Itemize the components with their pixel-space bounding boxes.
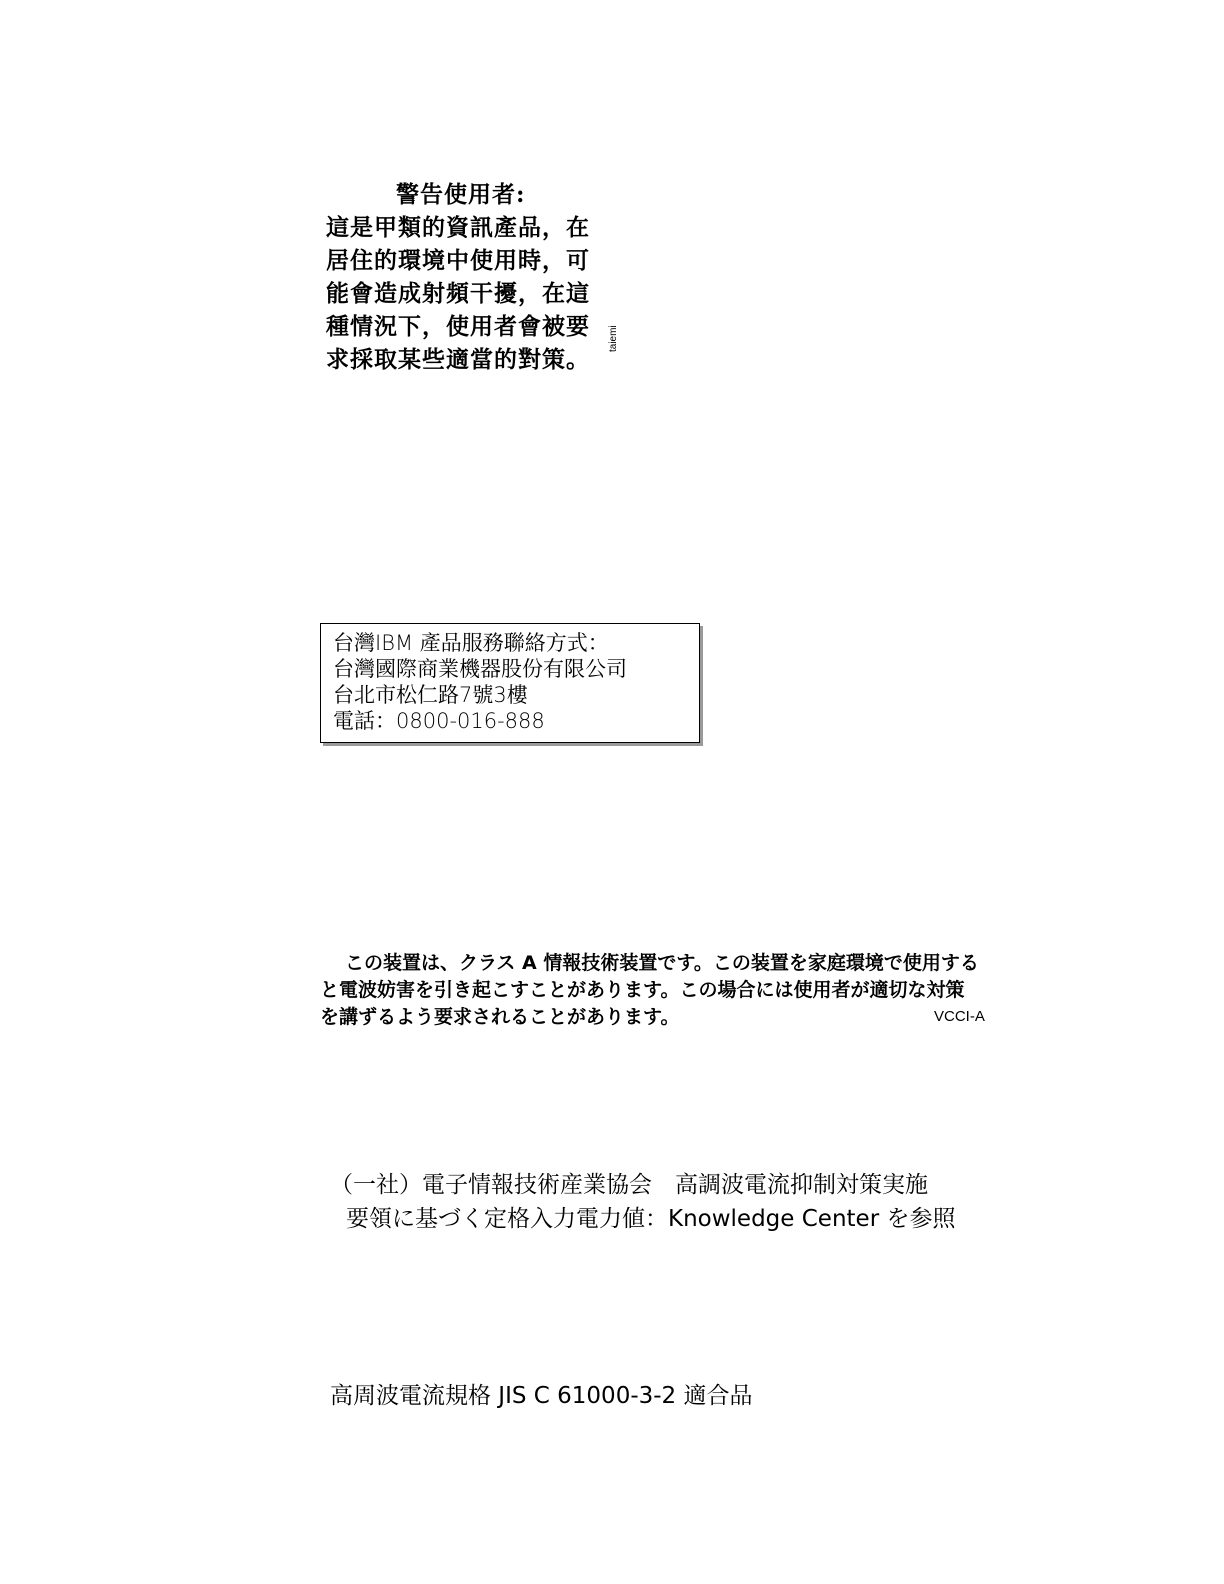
vcci-line-1: この装置は、クラス A 情報技術装置です。この装置を家庭環境で使用する — [345, 952, 979, 974]
jeita-line-1: （一社）電子情報技術産業協会 高調波電流抑制対策実施 — [330, 1172, 928, 1198]
taiwan-warning-line-1: 這是甲類的資訊產品，在 — [326, 214, 590, 241]
taiwan-warning-line-4: 種情況下，使用者會被要 — [326, 313, 590, 340]
taiwan-contact-box — [320, 623, 700, 743]
vcci-notice — [320, 950, 1040, 1031]
jis-compliance-notice: 高周波電流規格 JIS C 61000-3-2 適合品 — [330, 1383, 753, 1409]
jeita-notice — [330, 1168, 1030, 1236]
taiwan-warning-line-5: 求採取某些適當的對策。 — [326, 346, 590, 373]
taiwan-warning-title: 警告使用者: — [396, 181, 526, 208]
taiwan-warning-line-2: 居住的環境中使用時，可 — [326, 247, 590, 274]
vcci-line-2: と電波妨害を引き起こすことがあります。この場合には使用者が適切な対策 — [320, 979, 965, 1001]
contact-address: 台北市松仁路7號3樓 — [333, 683, 528, 707]
taiwan-emi-warning — [326, 178, 636, 376]
contact-company: 台灣國際商業機器股份有限公司 — [333, 657, 627, 681]
contact-phone: 電話：0800-016-888 — [333, 709, 545, 733]
vcci-code: VCCI-A — [934, 1008, 985, 1025]
taiwan-warning-code: taiemi — [608, 325, 619, 352]
contact-heading: 台灣IBM 產品服務聯絡方式： — [333, 631, 609, 655]
taiwan-warning-line-3: 能會造成射頻干擾，在這 — [326, 280, 590, 307]
jeita-line-2: 要領に基づく定格入力電力値：Knowledge Center を参照 — [346, 1206, 956, 1232]
vcci-line-3: を講ずるよう要求されることがあります。 — [320, 1006, 680, 1028]
